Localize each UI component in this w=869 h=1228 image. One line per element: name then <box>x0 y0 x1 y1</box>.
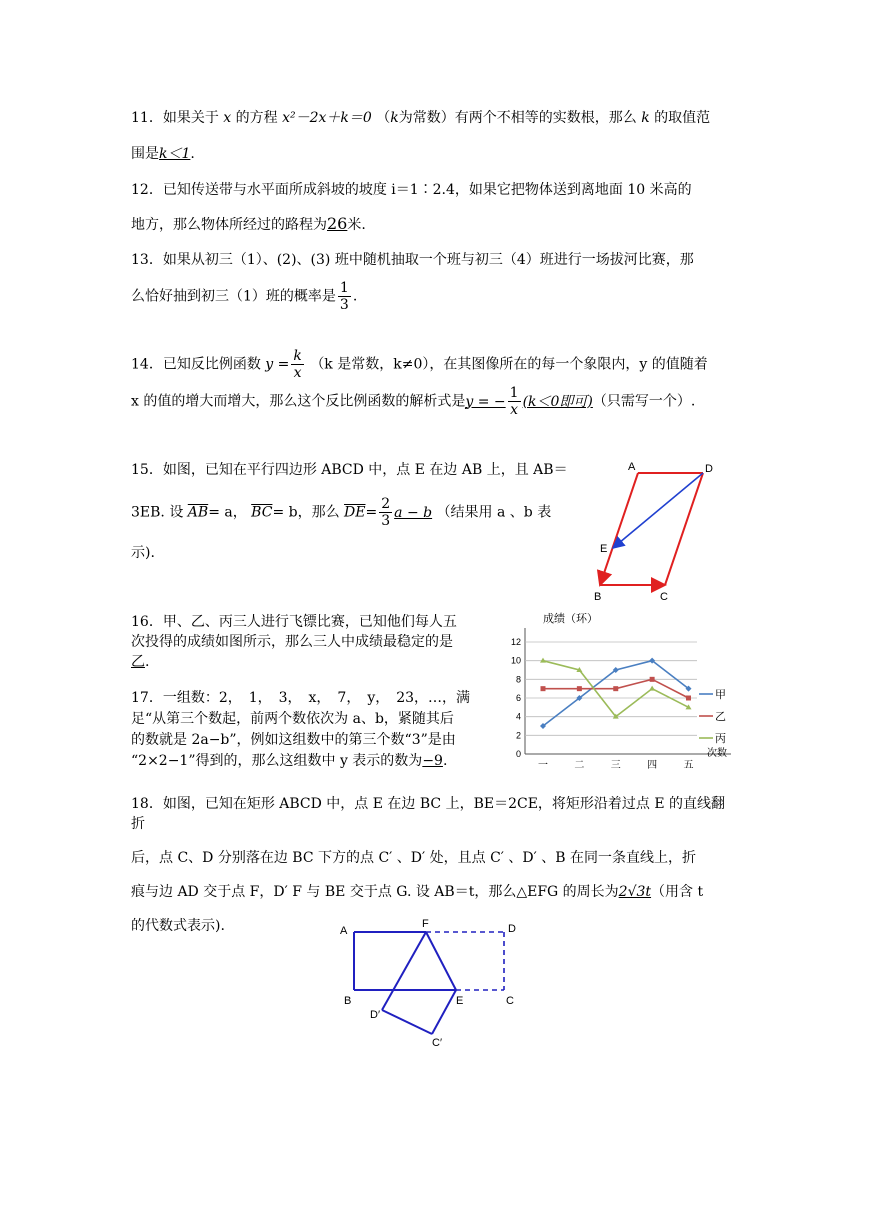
question-15 <box>131 460 571 563</box>
question-16 <box>131 612 501 672</box>
data-point <box>577 686 582 691</box>
vertex-label-e: E <box>600 543 608 555</box>
x-tick-label: 五 <box>683 760 694 770</box>
question-17 <box>131 688 501 772</box>
vertex-label-d: D <box>508 923 516 935</box>
q14-text: （k 是常数，k≠0），在其图像所在的每一个象限内，y 的值随着 <box>310 356 708 373</box>
q13-answer-den: 3 <box>339 297 349 313</box>
chart-title: 成绩（环） <box>543 613 598 625</box>
score-line-chart <box>503 608 743 770</box>
q15-answer-den: 3 <box>381 513 391 529</box>
vertex-label-a: A <box>340 925 348 937</box>
q13-text: 么恰好抽到初三（1）班的概率是 <box>131 288 336 305</box>
q14-fraction-den: x <box>293 365 302 381</box>
q15-answer-num: 2 <box>381 496 391 512</box>
q15-text: = <box>365 504 378 521</box>
rectangle-fold-figure <box>336 914 526 1050</box>
q11-text: 的取值范 <box>654 110 711 126</box>
q11-text: . <box>190 146 195 162</box>
q15-text: （结果用 a 、b 表 <box>436 504 552 521</box>
vertex-label-f: F <box>422 918 429 930</box>
data-point <box>686 696 691 701</box>
q11-equation: x²－2x＋k＝0 <box>282 110 372 126</box>
q14-answer-fraction <box>508 385 521 418</box>
vertex-label-b: B <box>594 591 602 603</box>
legend-label: 乙 <box>715 711 726 723</box>
vertex-label-c-prime: C′ <box>432 1037 443 1049</box>
question-13 <box>131 250 739 313</box>
q16-text: 16．甲、乙、丙三人进行飞镖比赛，已知他们每人五 <box>131 614 457 630</box>
q12-answer: 26 <box>327 214 348 233</box>
q15-text: 15．如图，已知在平行四边形 ABCD 中，点 E 在边 AB 上，且 AB＝ <box>131 462 568 478</box>
vertex-label-b: B <box>344 995 352 1007</box>
q13-answer <box>338 280 351 313</box>
q16-text: . <box>145 654 150 670</box>
q15-text: 3EB. 设 <box>131 504 184 521</box>
q18-answer: 2√3t <box>618 884 652 900</box>
q11-text: 围是 <box>131 146 159 162</box>
x-tick-label: 一 <box>538 760 548 770</box>
q18-text: 后，点 C、D 分别落在边 BC 下方的点 C′ 、D′ 处，且点 C′ 、D′ 、B 在同一条直线上，折 <box>131 850 697 866</box>
question-12 <box>131 180 739 235</box>
q12-text: 米. <box>347 217 366 233</box>
q11-text: 的方程 <box>235 110 278 126</box>
q15-answer-fraction <box>379 496 392 529</box>
q17-answer: −9 <box>422 753 443 769</box>
vertex-label-c: C <box>660 591 668 603</box>
q11-text: （ <box>376 110 391 126</box>
q15-text: = b，那么 <box>272 504 340 521</box>
q14-text: （只需写一个）. <box>592 393 696 410</box>
q11-var: k <box>390 110 399 126</box>
q11-text: 11．如果关于 <box>131 110 219 126</box>
q16-text: 次投得的成绩如图所示，那么三人中成绩最稳定的是 <box>131 634 453 650</box>
y-tick-label: 6 <box>515 693 521 703</box>
q14-answer <box>465 385 593 418</box>
q15-answer-tail: a − b <box>394 504 433 521</box>
q17-text: 17．一组数：2， 1， 3， x， 7， y， 23，…，满 <box>131 690 471 706</box>
y-tick-label: 12 <box>510 637 521 647</box>
q17-text: 的数就是 2a−b”，例如这组数中的第三个数“3”是由 <box>131 732 456 748</box>
q15-text: = a， <box>208 504 247 521</box>
data-point <box>540 658 546 663</box>
q17-text: “2×2−1”得到的，那么这组数中 y 表示的数为 <box>131 753 423 769</box>
vertex-label-a: A <box>628 461 636 473</box>
q14-text: 14．已知反比例函数 <box>131 356 261 373</box>
q14-answer-den: x <box>510 402 519 418</box>
q14-fraction <box>291 348 303 381</box>
q15-text: 示). <box>131 545 155 561</box>
q13-text: . <box>352 288 358 305</box>
vertex-label-c: C <box>506 995 514 1007</box>
question-14 <box>131 348 739 418</box>
q16-answer: 乙 <box>131 654 145 670</box>
q15-vector-ab: $\overline{AB}$ <box>187 504 209 521</box>
parallelogram-figure <box>588 458 728 604</box>
q18-text: 18．如图，已知在矩形 ABCD 中，点 E 在边 BC 上，BE＝2CE，将矩形沿着过点 E 的直线翻折 <box>131 796 726 832</box>
q14-fraction-num: k <box>293 348 302 364</box>
q15-answer <box>377 496 433 529</box>
q13-text: 13．如果从初三（1）、(2)、(3) 班中随机抽取一个班与初三（4）班进行一场拔河比赛，那 <box>131 252 694 268</box>
q15-vector-de: $\overline{DE}$ <box>344 504 366 521</box>
q14-answer-num: 1 <box>509 385 519 401</box>
x-tick-label: 四 <box>647 760 658 770</box>
vertex-label-d: D <box>705 463 713 475</box>
legend-label: 丙 <box>715 733 726 745</box>
q15-vector-bc: $\overline{BC}$ <box>251 504 273 521</box>
x-tick-label: 三 <box>610 760 621 770</box>
data-point <box>613 686 618 691</box>
vertex-label-e: E <box>456 995 464 1007</box>
q17-text: 足“从第三个数起，前两个数依次为 a、b，紧随其后 <box>131 711 454 727</box>
data-point <box>649 686 655 691</box>
q17-text: . <box>442 753 448 769</box>
q14-answer-post: (k＜0即可) <box>522 393 593 410</box>
legend-label: 甲 <box>715 689 726 701</box>
q14-answer-pre: y = − <box>465 393 506 410</box>
q12-text: 12．已知传送带与水平面所成斜坡的坡度 i＝1∶2.4，如果它把物体送到离地面 10 米高的 <box>131 182 692 198</box>
x-axis-label: 次数 <box>707 748 727 759</box>
q11-var: x <box>223 110 232 126</box>
question-11 <box>131 108 739 164</box>
q14-function: y = <box>265 356 290 373</box>
q18-text: 的代数式表示). <box>131 918 225 934</box>
q18-text: 痕与边 AD 交于点 F，D′ F 与 BE 交于点 G. 设 AB＝t，那么△EFG 的周长为 <box>131 884 619 900</box>
q13-answer-num: 1 <box>339 280 349 296</box>
q14-text: x 的值的增大而增大，那么这个反比例函数的解析式是 <box>131 393 466 410</box>
q18-text: （用含 t <box>651 884 704 900</box>
data-point <box>541 686 546 691</box>
q11-answer: k＜1 <box>159 146 191 162</box>
y-tick-label: 4 <box>515 711 521 722</box>
data-point <box>650 677 655 682</box>
vertex-label-d-prime: D′ <box>370 1009 381 1021</box>
y-tick-label: 10 <box>510 655 521 666</box>
y-tick-label: 0 <box>515 749 521 759</box>
y-tick-label: 2 <box>515 730 521 741</box>
y-tick-label: 8 <box>515 674 521 685</box>
q11-var: k <box>641 110 650 126</box>
q11-text: 为常数）有两个不相等的实数根，那么 <box>398 110 637 126</box>
x-tick-label: 二 <box>574 760 585 770</box>
q12-text: 地方，那么物体所经过的路程为 <box>131 217 327 233</box>
